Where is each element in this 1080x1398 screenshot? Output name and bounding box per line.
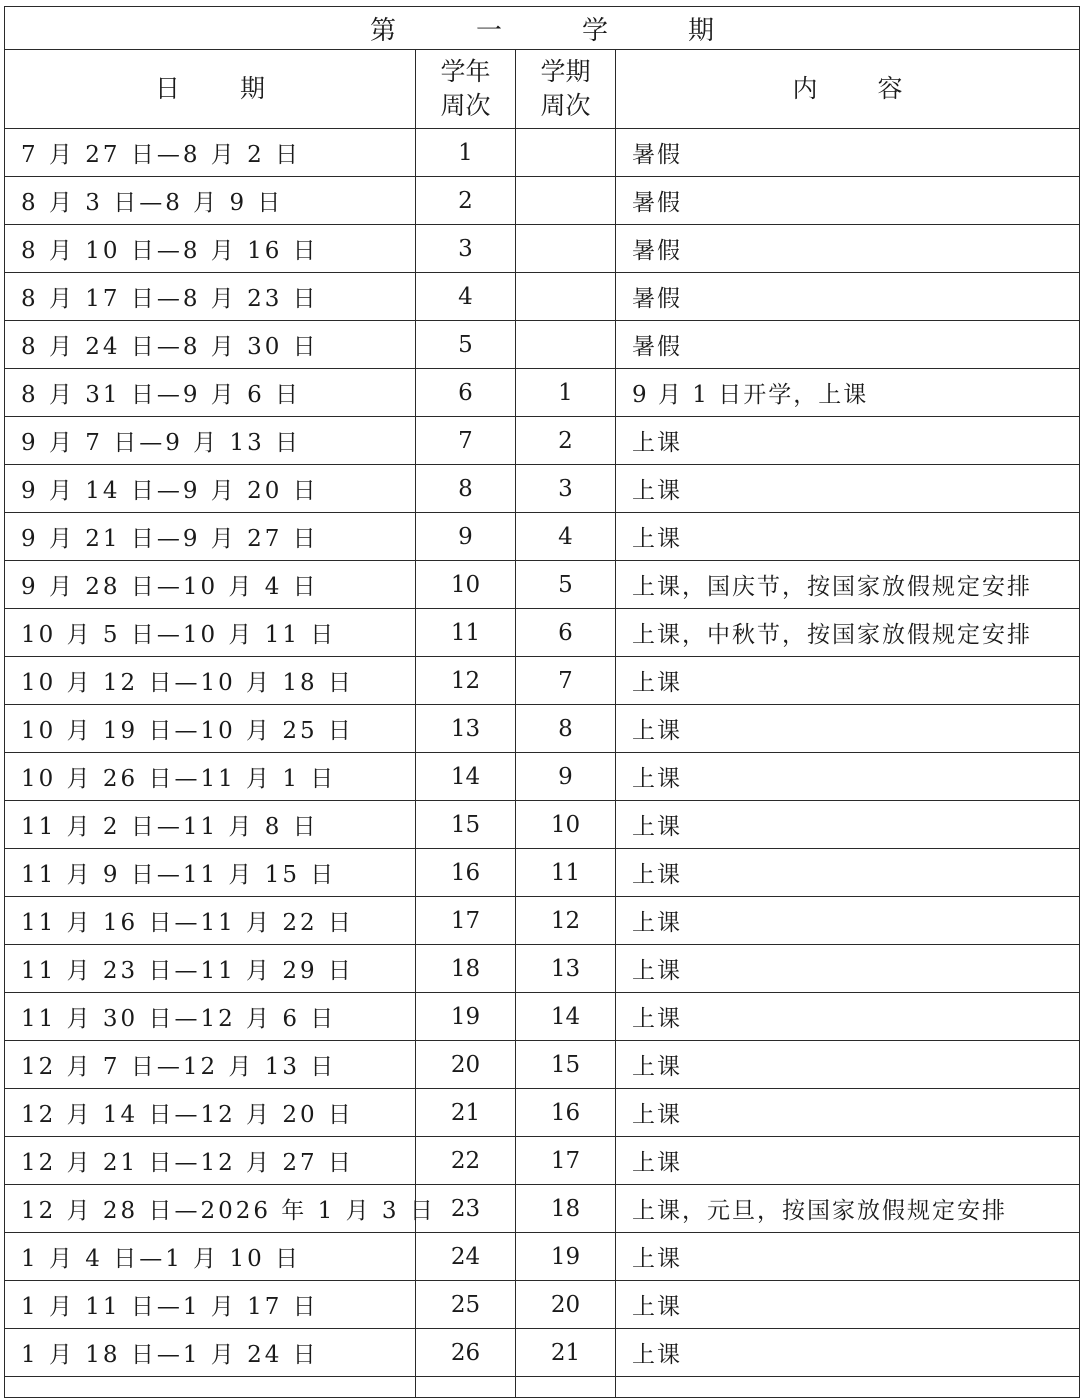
term-week-cell: 7 (516, 657, 616, 705)
date-cell: 12 月 28 日—2026 年 1 月 3 日 (5, 1185, 416, 1233)
content-cell: 上课 (616, 657, 1080, 705)
content-cell: 上课，中秋节，按国家放假规定安排 (616, 609, 1080, 657)
content-cell: 上课 (616, 945, 1080, 993)
date-cell: 8 月 24 日—8 月 30 日 (5, 321, 416, 369)
content-cell: 上课，国庆节，按国家放假规定安排 (616, 561, 1080, 609)
header-content (616, 50, 1080, 129)
empty-cell (5, 1377, 416, 1398)
table-row (5, 1089, 1080, 1137)
content-cell: 上课 (616, 705, 1080, 753)
content-cell: 上课 (616, 849, 1080, 897)
date-cell: 1 月 18 日—1 月 24 日 (5, 1329, 416, 1377)
year-week-cell: 10 (416, 561, 516, 609)
header-date (5, 50, 416, 129)
date-cell: 12 月 7 日—12 月 13 日 (5, 1041, 416, 1089)
term-week-cell: 21 (516, 1329, 616, 1377)
header-term-week-line: 学期 (540, 57, 591, 86)
header-date-char: 日 (154, 74, 180, 103)
year-week-cell: 15 (416, 801, 516, 849)
date-cell: 11 月 9 日—11 月 15 日 (5, 849, 416, 897)
content-cell: 上课 (616, 1089, 1080, 1137)
term-week-cell: 18 (516, 1185, 616, 1233)
year-week-cell: 18 (416, 945, 516, 993)
term-week-cell: 11 (516, 849, 616, 897)
table-row (5, 993, 1080, 1041)
year-week-cell: 11 (416, 609, 516, 657)
content-cell: 9 月 1 日开学，上课 (616, 369, 1080, 417)
date-cell: 8 月 10 日—8 月 16 日 (5, 225, 416, 273)
term-week-cell: 16 (516, 1089, 616, 1137)
term-week-cell: 20 (516, 1281, 616, 1329)
year-week-cell: 16 (416, 849, 516, 897)
year-week-cell: 23 (416, 1185, 516, 1233)
date-cell: 1 月 11 日—1 月 17 日 (5, 1281, 416, 1329)
content-cell: 上课 (616, 993, 1080, 1041)
term-week-cell: 6 (516, 609, 616, 657)
year-week-cell: 25 (416, 1281, 516, 1329)
content-cell: 上课 (616, 465, 1080, 513)
calendar-table (4, 6, 1080, 1398)
calendar-rows (5, 129, 1080, 1398)
content-cell: 上课 (616, 417, 1080, 465)
empty-cell (416, 1377, 516, 1398)
term-week-cell (516, 225, 616, 273)
content-cell: 上课 (616, 801, 1080, 849)
header-term-week-line: 周次 (540, 91, 591, 120)
term-week-cell (516, 177, 616, 225)
date-cell: 11 月 23 日—11 月 29 日 (5, 945, 416, 993)
header-year-week (416, 50, 516, 129)
content-cell: 上课 (616, 1233, 1080, 1281)
semester-title (5, 7, 1080, 50)
content-cell: 上课 (616, 1281, 1080, 1329)
year-week-cell: 12 (416, 657, 516, 705)
table-row (5, 1329, 1080, 1377)
table-row (5, 897, 1080, 945)
table-row (5, 1281, 1080, 1329)
date-cell: 12 月 14 日—12 月 20 日 (5, 1089, 416, 1137)
table-row (5, 801, 1080, 849)
year-week-cell: 20 (416, 1041, 516, 1089)
table-row (5, 273, 1080, 321)
term-week-cell: 2 (516, 417, 616, 465)
semester-calendar (4, 6, 1079, 1398)
term-week-cell: 14 (516, 993, 616, 1041)
date-cell: 10 月 19 日—10 月 25 日 (5, 705, 416, 753)
header-content-char: 内 (792, 74, 818, 103)
year-week-cell: 7 (416, 417, 516, 465)
date-cell: 8 月 3 日—8 月 9 日 (5, 177, 416, 225)
header-term-week (516, 50, 616, 129)
year-week-cell: 14 (416, 753, 516, 801)
table-row (5, 225, 1080, 273)
header-year-week-line: 周次 (440, 91, 491, 120)
table-row (5, 657, 1080, 705)
term-week-cell: 9 (516, 753, 616, 801)
date-cell: 8 月 31 日—9 月 6 日 (5, 369, 416, 417)
date-cell: 9 月 7 日—9 月 13 日 (5, 417, 416, 465)
year-week-cell: 21 (416, 1089, 516, 1137)
table-row (5, 609, 1080, 657)
term-week-cell: 19 (516, 1233, 616, 1281)
term-week-cell: 1 (516, 369, 616, 417)
date-cell: 7 月 27 日—8 月 2 日 (5, 129, 416, 177)
term-week-cell: 4 (516, 513, 616, 561)
term-week-cell: 3 (516, 465, 616, 513)
content-cell: 上课，元旦，按国家放假规定安排 (616, 1185, 1080, 1233)
date-cell: 10 月 12 日—10 月 18 日 (5, 657, 416, 705)
content-cell: 暑假 (616, 225, 1080, 273)
empty-cell (516, 1377, 616, 1398)
content-cell: 上课 (616, 1329, 1080, 1377)
year-week-cell: 6 (416, 369, 516, 417)
term-week-cell: 10 (516, 801, 616, 849)
table-row (5, 945, 1080, 993)
semester-title-char: 一 (475, 15, 502, 46)
date-cell: 11 月 2 日—11 月 8 日 (5, 801, 416, 849)
content-cell: 暑假 (616, 321, 1080, 369)
year-week-cell: 13 (416, 705, 516, 753)
date-cell: 10 月 5 日—10 月 11 日 (5, 609, 416, 657)
table-row (5, 465, 1080, 513)
year-week-cell: 2 (416, 177, 516, 225)
term-week-cell (516, 273, 616, 321)
year-week-cell: 17 (416, 897, 516, 945)
table-row (5, 753, 1080, 801)
table-row (5, 177, 1080, 225)
table-row (5, 369, 1080, 417)
content-cell: 暑假 (616, 273, 1080, 321)
date-cell: 9 月 28 日—10 月 4 日 (5, 561, 416, 609)
header-content-char: 容 (877, 74, 903, 103)
table-row-cut-off (5, 1377, 1080, 1398)
year-week-cell: 26 (416, 1329, 516, 1377)
table-row (5, 561, 1080, 609)
term-week-cell (516, 321, 616, 369)
header-date-char: 期 (240, 74, 266, 103)
content-cell: 上课 (616, 1137, 1080, 1185)
table-row (5, 129, 1080, 177)
year-week-cell: 9 (416, 513, 516, 561)
content-cell: 上课 (616, 753, 1080, 801)
date-cell: 11 月 30 日—12 月 6 日 (5, 993, 416, 1041)
table-row (5, 417, 1080, 465)
date-cell: 11 月 16 日—11 月 22 日 (5, 897, 416, 945)
date-cell: 9 月 14 日—9 月 20 日 (5, 465, 416, 513)
content-cell: 上课 (616, 513, 1080, 561)
content-cell: 暑假 (616, 177, 1080, 225)
table-row (5, 705, 1080, 753)
date-cell: 1 月 4 日—1 月 10 日 (5, 1233, 416, 1281)
table-row (5, 513, 1080, 561)
term-week-cell: 13 (516, 945, 616, 993)
date-cell: 10 月 26 日—11 月 1 日 (5, 753, 416, 801)
table-row (5, 1137, 1080, 1185)
year-week-cell: 8 (416, 465, 516, 513)
term-week-cell: 8 (516, 705, 616, 753)
table-row (5, 1185, 1080, 1233)
year-week-cell: 24 (416, 1233, 516, 1281)
content-cell: 上课 (616, 1041, 1080, 1089)
table-row (5, 849, 1080, 897)
year-week-cell: 5 (416, 321, 516, 369)
term-week-cell (516, 129, 616, 177)
table-row (5, 1041, 1080, 1089)
semester-title-char: 第 (369, 15, 396, 46)
empty-cell (616, 1377, 1080, 1398)
date-cell: 9 月 21 日—9 月 27 日 (5, 513, 416, 561)
year-week-cell: 3 (416, 225, 516, 273)
table-row (5, 321, 1080, 369)
table-row (5, 1233, 1080, 1281)
term-week-cell: 12 (516, 897, 616, 945)
year-week-cell: 4 (416, 273, 516, 321)
date-cell: 8 月 17 日—8 月 23 日 (5, 273, 416, 321)
year-week-cell: 22 (416, 1137, 516, 1185)
semester-title-char: 期 (688, 15, 715, 46)
content-cell: 暑假 (616, 129, 1080, 177)
term-week-cell: 5 (516, 561, 616, 609)
year-week-cell: 1 (416, 129, 516, 177)
term-week-cell: 17 (516, 1137, 616, 1185)
year-week-cell: 19 (416, 993, 516, 1041)
content-cell: 上课 (616, 897, 1080, 945)
date-cell: 12 月 21 日—12 月 27 日 (5, 1137, 416, 1185)
term-week-cell: 15 (516, 1041, 616, 1089)
header-year-week-line: 学年 (440, 57, 491, 86)
semester-title-char: 学 (582, 15, 609, 46)
